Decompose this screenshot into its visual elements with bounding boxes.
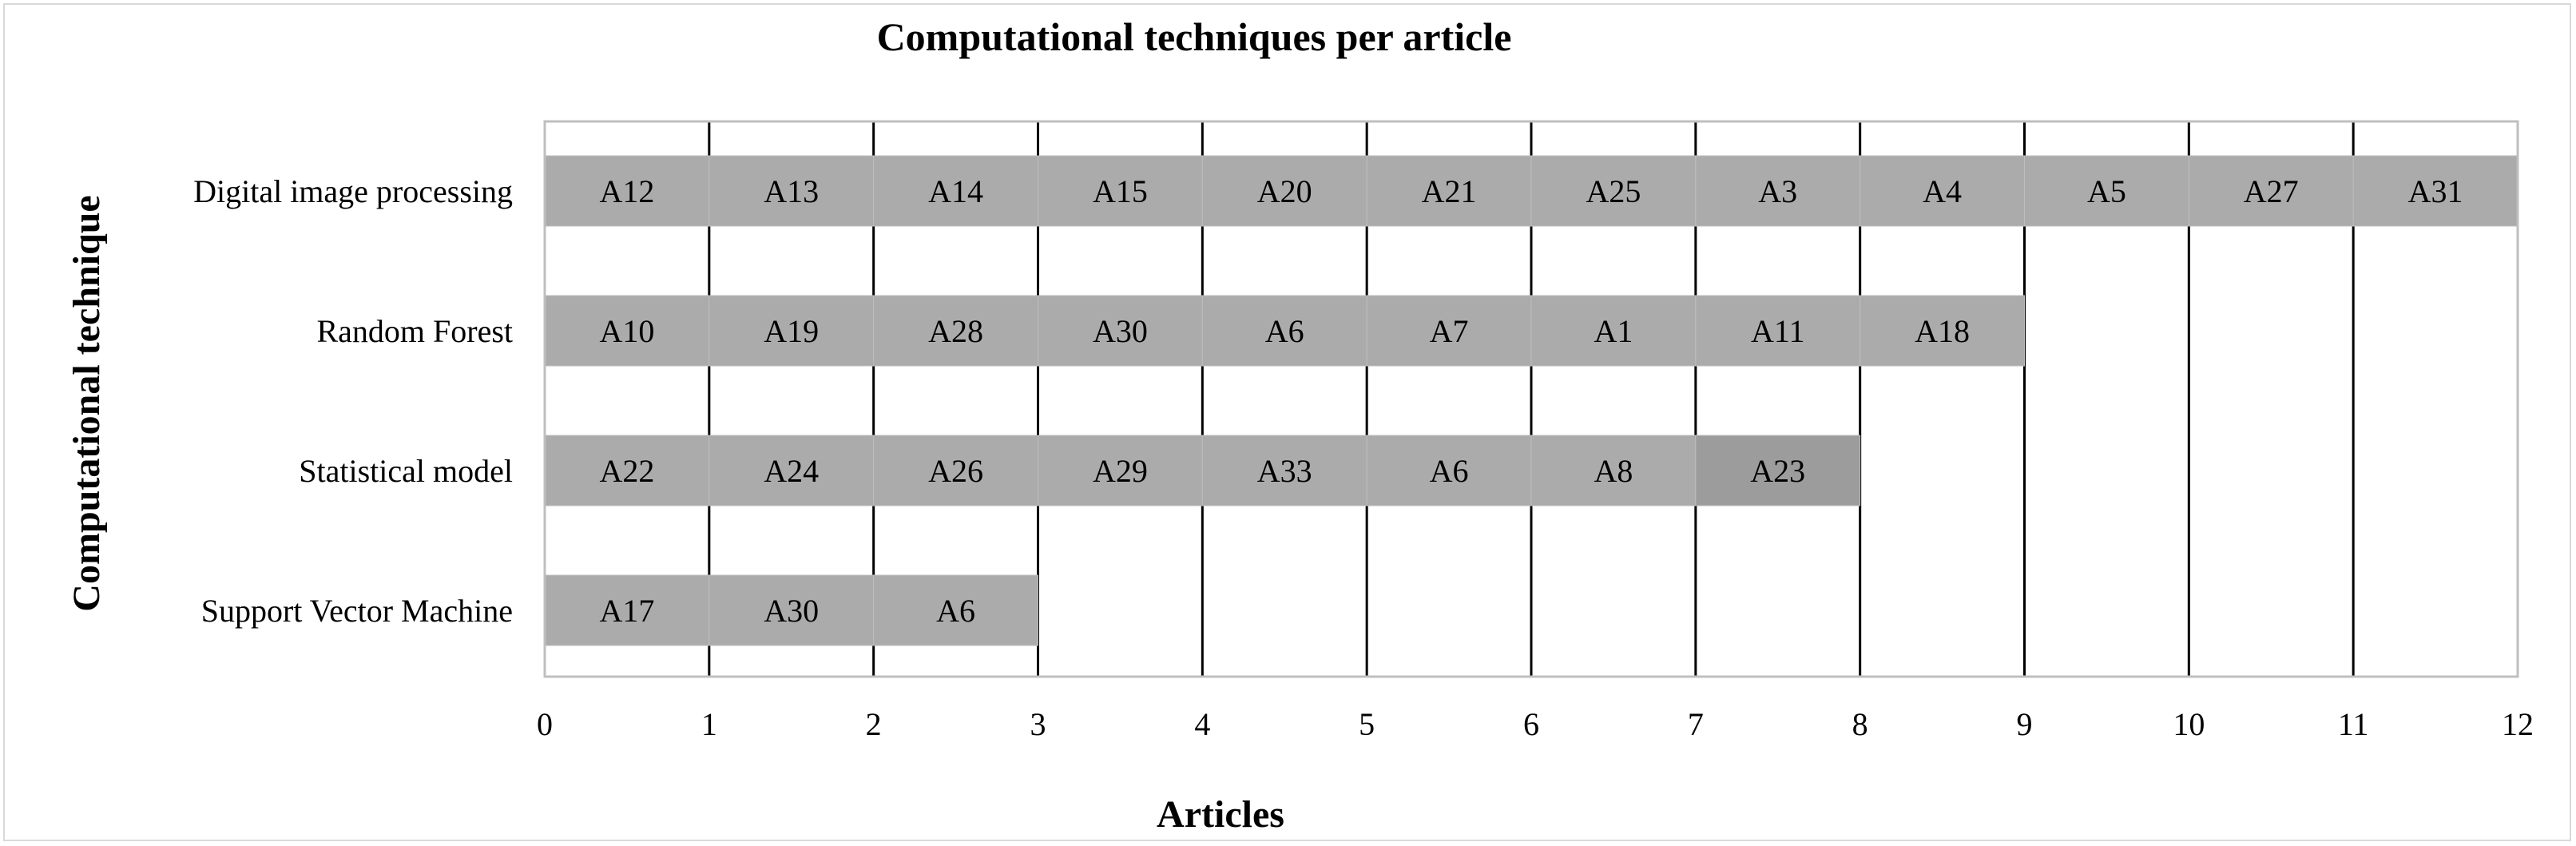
segment-label: A22 bbox=[599, 453, 655, 489]
segment-label: A21 bbox=[1421, 173, 1477, 209]
segment-label: A5 bbox=[2086, 173, 2126, 209]
segment-label: A20 bbox=[1256, 173, 1312, 209]
x-tick-label: 7 bbox=[1687, 706, 1704, 742]
category-label: Digital image processing bbox=[193, 173, 513, 209]
segment-label: A23 bbox=[1750, 453, 1806, 489]
segment-label: A12 bbox=[599, 173, 655, 209]
y-axis-title: Computational technique bbox=[65, 195, 108, 612]
segment-label: A26 bbox=[928, 453, 984, 489]
segment-label: A7 bbox=[1429, 313, 1469, 349]
segment-label: A29 bbox=[1092, 453, 1148, 489]
x-tick-label: 8 bbox=[1852, 706, 1868, 742]
x-tick-label: 5 bbox=[1359, 706, 1375, 742]
segment-label: A6 bbox=[1429, 453, 1469, 489]
segment-label: A4 bbox=[1923, 173, 1963, 209]
x-tick-label: 6 bbox=[1523, 706, 1539, 742]
segment-label: A33 bbox=[1256, 453, 1312, 489]
x-tick-label: 12 bbox=[2502, 706, 2534, 742]
segment-label: A19 bbox=[764, 313, 820, 349]
segment-label: A17 bbox=[599, 593, 655, 629]
segment-label: A6 bbox=[1264, 313, 1304, 349]
x-tick-label: 4 bbox=[1194, 706, 1211, 742]
segment-label: A28 bbox=[928, 313, 984, 349]
segment-label: A8 bbox=[1594, 453, 1633, 489]
segment-label: A3 bbox=[1758, 173, 1798, 209]
segment-label: A1 bbox=[1594, 313, 1633, 349]
segment-label: A10 bbox=[599, 313, 655, 349]
x-tick-label: 1 bbox=[701, 706, 717, 742]
segment-label: A18 bbox=[1915, 313, 1971, 349]
segment-label: A13 bbox=[764, 173, 820, 209]
segment-label: A30 bbox=[1092, 313, 1148, 349]
segment-label: A27 bbox=[2243, 173, 2299, 209]
x-tick-label: 10 bbox=[2173, 706, 2205, 742]
segment-label: A11 bbox=[1751, 313, 1805, 349]
segment-label: A24 bbox=[764, 453, 820, 489]
segment-label: A31 bbox=[2407, 173, 2463, 209]
segment-label: A30 bbox=[764, 593, 820, 629]
segment-label: A6 bbox=[936, 593, 976, 629]
x-axis-title: Articles bbox=[1157, 793, 1284, 836]
segment-label: A15 bbox=[1092, 173, 1148, 209]
segment-label: A14 bbox=[928, 173, 984, 209]
chart-title: Computational techniques per article bbox=[876, 14, 1512, 59]
category-label: Support Vector Machine bbox=[200, 593, 513, 629]
x-tick-label: 11 bbox=[2337, 706, 2369, 742]
x-tick-label: 9 bbox=[2016, 706, 2033, 742]
category-label: Random Forest bbox=[316, 313, 513, 349]
x-tick-label: 2 bbox=[865, 706, 882, 742]
segment-label: A25 bbox=[1586, 173, 1641, 209]
x-tick-label: 0 bbox=[537, 706, 553, 742]
category-label: Statistical model bbox=[299, 453, 513, 489]
x-tick-label: 3 bbox=[1030, 706, 1046, 742]
